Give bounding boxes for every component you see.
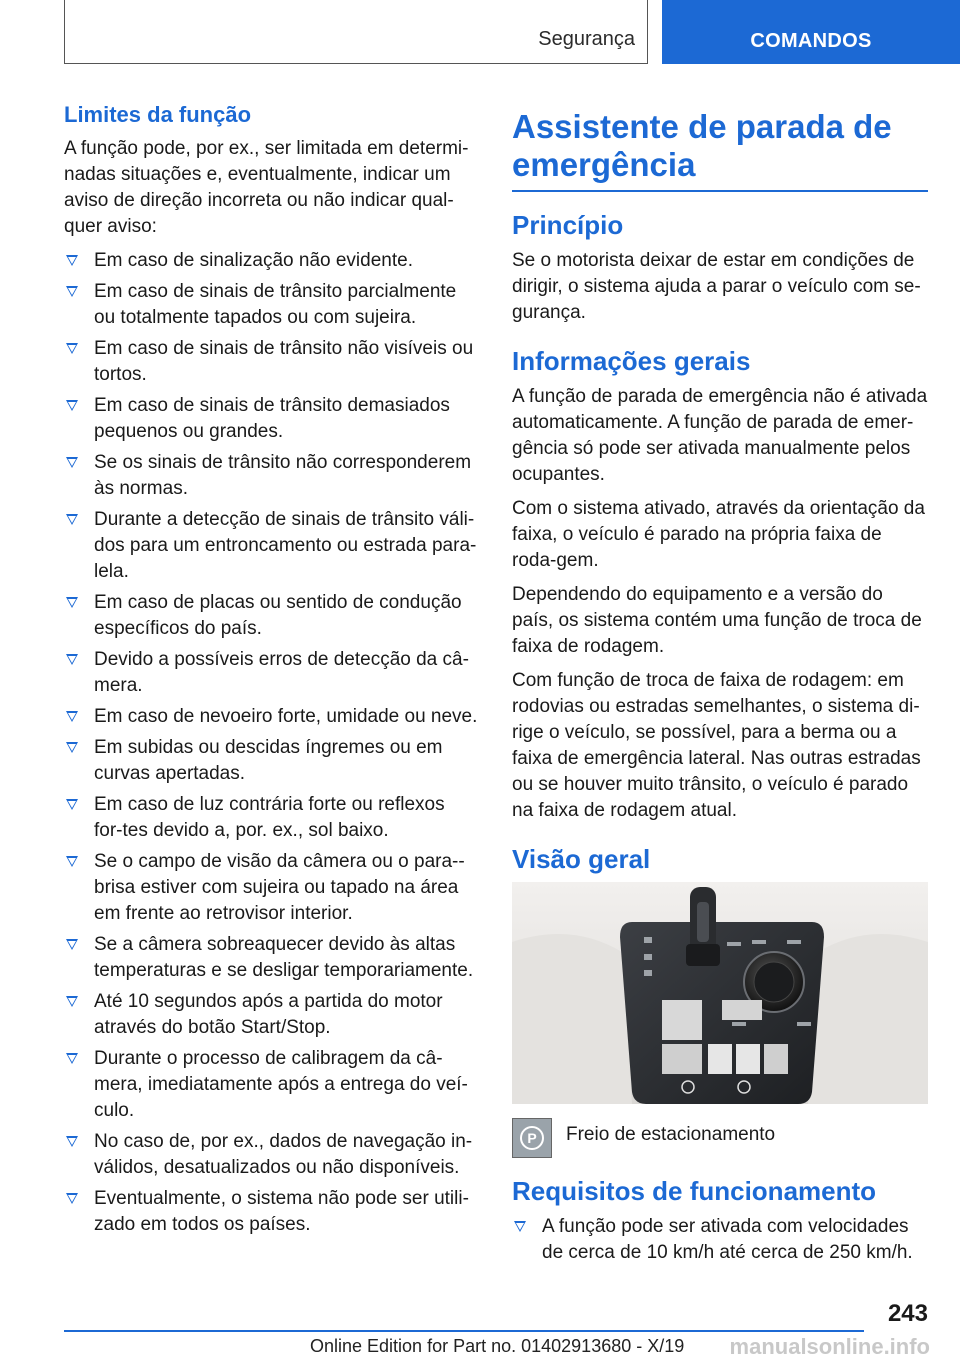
- list-item: Se os sinais de trânsito não corresponderem às normas.: [64, 450, 478, 502]
- list-item: No caso de, por ex., dados de navegação in-válidos, desatualizados ou não disponíveis.: [64, 1129, 478, 1181]
- center-console-photo: [512, 882, 928, 1104]
- list-item: Em caso de luz contrária forte ou reflexos for-tes devido a, por. ex., sol baixo.: [64, 792, 478, 844]
- bullet-triangle-icon: [66, 343, 78, 354]
- list-item: Eventualmente, o sistema não pode ser utili-zado em todos os países.: [64, 1186, 478, 1238]
- edition-text: Online Edition for Part no. 01402913680 - X/19: [310, 1336, 685, 1356]
- list-item: Em caso de sinais de trânsito demasiados pequenos ou grandes.: [64, 393, 478, 445]
- list-item: Em caso de placas ou sentido de condução específicos do país.: [64, 590, 478, 642]
- list-item: Em caso de sinais de trânsito parcialmente ou totalmente tapados ou com sujeira.: [64, 279, 478, 331]
- bullet-triangle-icon: [66, 742, 78, 753]
- bullet-triangle-icon: [66, 286, 78, 297]
- section-title: Segurança: [538, 28, 635, 50]
- bullet-triangle-icon: [66, 1193, 78, 1204]
- bullet-triangle-icon: [66, 597, 78, 608]
- legend-label: Freio de estacionamento: [566, 1123, 776, 1145]
- general-paragraph: Dependendo do equipamento e a versão do país, os sistema contém uma função de troca de faixa de rodagem.: [512, 583, 922, 657]
- requirements-list: [512, 1214, 928, 1266]
- general-paragraph: Com função de troca de faixa de rodagem: em rodovias ou estradas semelhantes, o sistema di-rige o veículo, se possível, para a berma ou a faixa de emergência lateral. Nas outras estradas ou se houver muito trânsito, o veículo é parado na faixa de rodagem atual.: [512, 669, 921, 821]
- page-title: Assistente de parada de emergência: [512, 108, 892, 183]
- general-paragraph: Com o sistema ativado, através da orientação da faixa, o veículo é parado na própria faixa de roda-gem.: [512, 497, 925, 571]
- general-paragraph: A função de parada de emergência não é ativada automaticamente. A função de parada de emer-gência só pode ser ativada manualmente pelos ocupantes.: [512, 385, 928, 485]
- list-item: Até 10 segundos após a partida do motor através do botão Start/Stop.: [64, 989, 478, 1041]
- chapter-tab[interactable]: COMANDOS: [662, 0, 960, 64]
- list-item: Se o campo de visão da câmera ou o para--brisa estiver com sujeira ou tapado na área em frente ao retrovisor interior.: [64, 849, 478, 927]
- bullet-triangle-icon: [514, 1221, 526, 1232]
- list-item: A função pode ser ativada com velocidades de cerca de 10 km/h até cerca de 250 km/h.: [512, 1214, 928, 1266]
- list-item: Durante a detecção de sinais de trânsito váli-dos para um entroncamento ou estrada para-lela.: [64, 507, 478, 585]
- left-column: [64, 100, 478, 1243]
- bullet-triangle-icon: [66, 400, 78, 411]
- general-heading: Informações gerais: [512, 345, 751, 376]
- bullet-triangle-icon: [66, 996, 78, 1007]
- watermark-logo: manualsonline.info: [729, 1334, 930, 1359]
- footer-divider: [64, 1330, 864, 1332]
- bullet-triangle-icon: [66, 856, 78, 867]
- title-divider: [512, 190, 928, 192]
- parking-brake-icon: P: [512, 1118, 552, 1158]
- bullet-triangle-icon: [66, 1136, 78, 1147]
- principle-text: Se o motorista deixar de estar em condições de dirigir, o sistema ajuda a parar o veículo com se-gurança.: [512, 249, 921, 323]
- list-item: Se a câmera sobreaquecer devido às altas temperaturas e se desligar temporariamente.: [64, 932, 478, 984]
- limits-intro: A função pode, por ex., ser limitada em determi-nadas situações e, eventualmente, indicar um aviso de direção incorreta ou não indicar qual-quer aviso:: [64, 138, 469, 237]
- bullet-triangle-icon: [66, 457, 78, 468]
- list-item: Em caso de sinalização não evidente.: [64, 248, 478, 274]
- bullet-triangle-icon: [66, 255, 78, 266]
- list-item: Em caso de sinais de trânsito não visíveis ou tortos.: [64, 336, 478, 388]
- page-number: 243: [887, 1300, 928, 1327]
- bullet-triangle-icon: [66, 711, 78, 722]
- center-console-illustration: [512, 882, 928, 1104]
- list-item: Durante o processo de calibragem da câ-mera, imediatamente após a entrega do veí-culo.: [64, 1046, 478, 1124]
- bullet-triangle-icon: [66, 1053, 78, 1064]
- header-section-box: [64, 0, 648, 64]
- list-item: Em caso de nevoeiro forte, umidade ou neve.: [64, 704, 478, 730]
- bullet-triangle-icon: [66, 799, 78, 810]
- requirements-heading: Requisitos de funcionamento: [512, 1175, 877, 1206]
- legend-row: [512, 1118, 928, 1158]
- right-column: [512, 104, 928, 1271]
- bullet-triangle-icon: [66, 939, 78, 950]
- overview-heading: Visão geral: [512, 843, 651, 874]
- limits-heading: Limites da função: [64, 102, 252, 127]
- list-item: Em subidas ou descidas íngremes ou em curvas apertadas.: [64, 735, 478, 787]
- bullet-triangle-icon: [66, 654, 78, 665]
- list-item: Devido a possíveis erros de detecção da câ-mera.: [64, 647, 478, 699]
- principle-heading: Princípio: [512, 209, 624, 240]
- limits-list: [64, 248, 478, 1238]
- bullet-triangle-icon: [66, 514, 78, 525]
